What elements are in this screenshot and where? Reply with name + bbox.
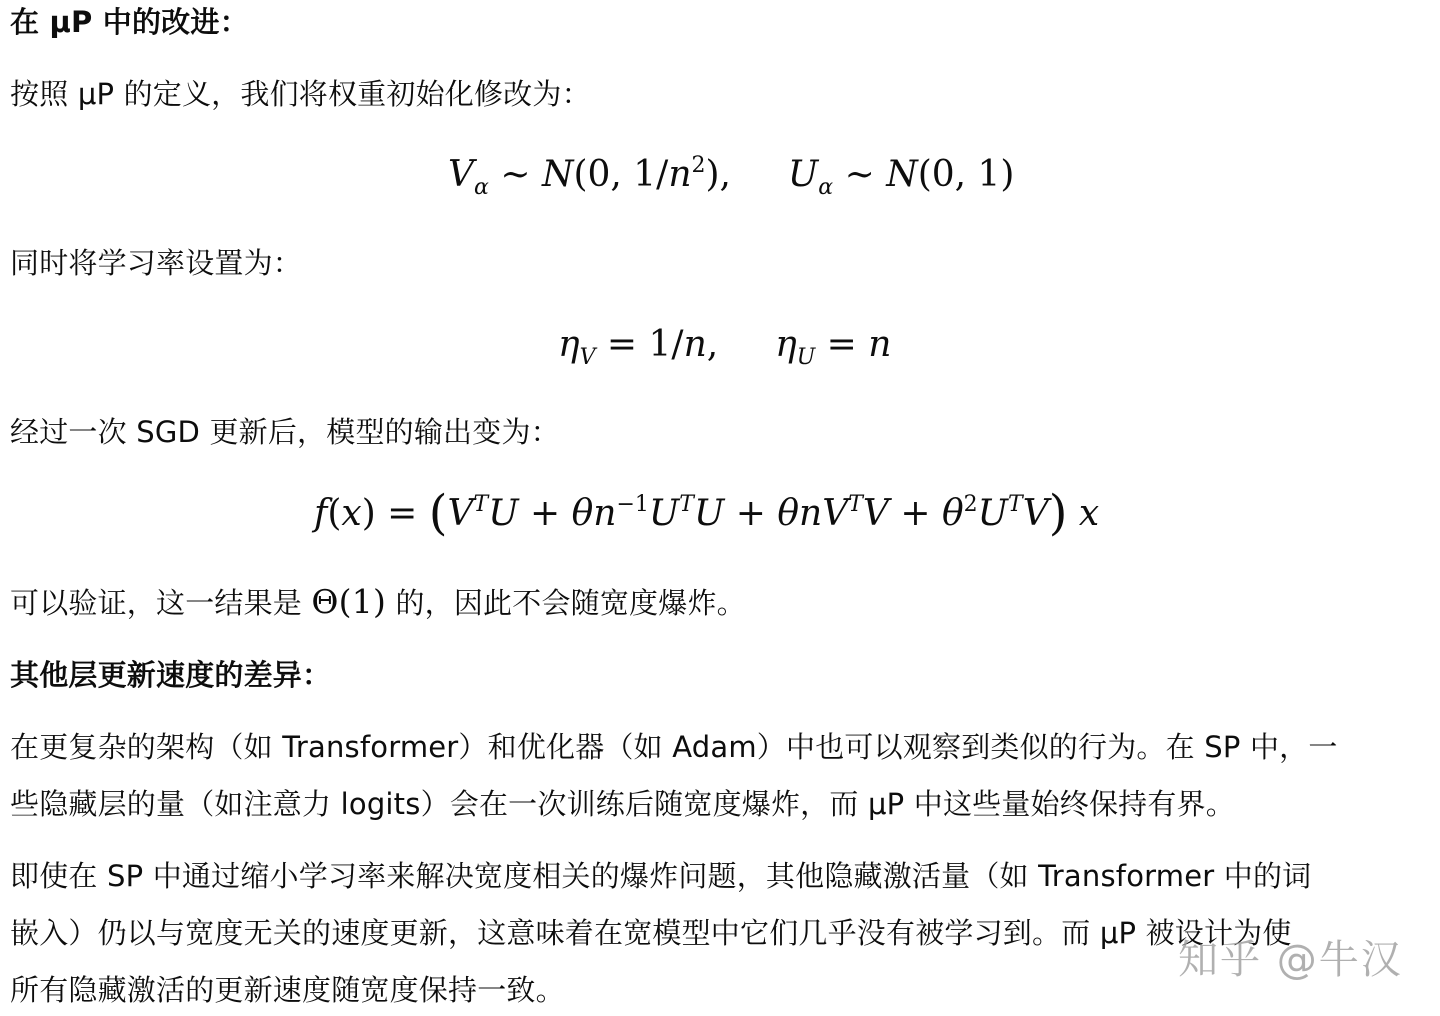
formula-weight-init: [448, 150, 1014, 200]
zhihu-watermark: 知乎 @牛汉: [1178, 937, 1403, 983]
formula-u-init: $U_\alpha$ ∼ N(0, 1): [787, 154, 1015, 200]
paragraph-2-line-1: 即使在 SP 中通过缩小学习率来解决宽度相关的爆炸问题，其他隐藏激活量（如 Transformer 中的词: [10, 859, 1312, 893]
theta-one-math: Θ(1): [311, 582, 387, 621]
formula-eta-v: $\eta_V = 1/n$,: [558, 324, 719, 370]
paragraph-2-line-3: 所有隐藏激活的更新速度随宽度保持一致。: [10, 973, 565, 1007]
paragraph-1-line-2: 些隐藏层的量（如注意力 logits）会在一次训练后随宽度爆炸，而 μP 中这些量始终保持有界。: [10, 787, 1235, 821]
paragraph-1-line-1: 在更复杂的架构（如 Transformer）和优化器（如 Adam）中也可以观察到类似的行为。在 SP 中，一: [10, 730, 1338, 764]
formula-eta-u: $\eta_U = n$: [775, 324, 892, 370]
paragraph-init-intro: 按照 μP 的定义，我们将权重初始化修改为：: [10, 77, 591, 111]
paragraph-sgd-intro: 经过一次 SGD 更新后，模型的输出变为：: [10, 415, 560, 449]
paragraph-conclusion: 可以验证，这一结果是 Θ(1) 的，因此不会随宽度爆炸。: [10, 582, 746, 621]
formula-output-after-sgd: $f(x) = (V^TU + \theta n^{-1}U^TU + \theta nV^TV + \theta^2U^TV)$ x: [314, 485, 1100, 541]
section-heading-mup-improvement: 在 μP 中的改进：: [10, 5, 249, 39]
section-heading-layer-speed-diff: 其他层更新速度的差异：: [10, 658, 332, 692]
formula-learning-rate: [558, 320, 891, 370]
formula-v-init: $V_\alpha$ ∼ N(0, $1/n^2$),: [448, 153, 731, 200]
paragraph-2-line-2: 嵌入）仍以与宽度无关的速度更新，这意味着在宽模型中它们几乎没有被学习到。而 μP 被设计为使: [10, 916, 1292, 950]
paragraph-lr-intro: 同时将学习率设置为：: [10, 246, 303, 280]
